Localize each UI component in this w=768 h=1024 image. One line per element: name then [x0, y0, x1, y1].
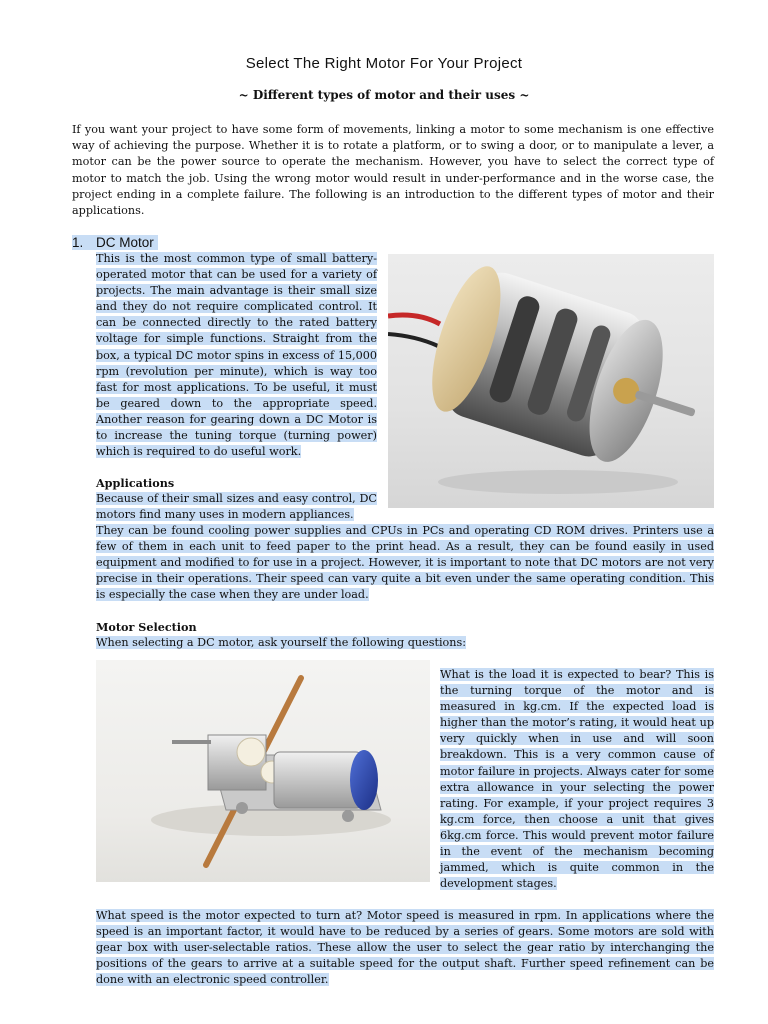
document-subtitle: ~ Different types of motor and their uses ~	[238, 88, 530, 102]
motor-selection-intro	[96, 635, 714, 651]
section-heading	[72, 235, 158, 250]
speed-question	[96, 908, 714, 988]
dc-motor-description-text: This is the most common type of small battery-operated motor that can be used for a variety of projects. The main advantage is their small size and they do not require complicated control. It can be connected directly to the rated battery voltage for simple functions. Straight from the box, a typical DC motor spins in excess of 15,000 rpm (revolution per minute), which is way too fast for most applications. To be useful, it must be geared down to the appropriate speed. Another reason for gearing down a DC Motor is to increase the tuning torque (turning power) which is required to do useful work.	[96, 252, 377, 459]
applications-body-text: They can be found cooling power supplies and CPUs in PCs and operating CD ROM drives. Printers use a few of them in each unit to feed paper to the print head. As a result, they can be found easily in used equipment and modified to for use in a project. However, it is important to note that DC motors are not very precise in their operations. Their speed can vary quite a bit even under the same operating condition. This is especially the case when they are under load.	[96, 524, 714, 602]
dc-motor-description	[96, 251, 377, 460]
dc-motor-illustration	[388, 254, 714, 508]
section-number: 1.	[72, 235, 96, 250]
dc-motor-photo	[388, 254, 714, 508]
speed-question-text: What speed is the motor expected to turn at? Motor speed is measured in rpm. In applications where the speed is an important factor, it would have to be reduced by a series of gears. Some motors are sold with gear box with user-selectable ratios. These allow the user to select the gear ratio by interchanging the positions of the gears to arrive at a suitable speed for the output shaft. Further speed refinement can be done with an electronic speed controller.	[96, 909, 714, 987]
section-title: DC Motor	[96, 235, 158, 250]
applications-heading: Applications	[96, 476, 175, 490]
applications-intro-text: Because of their small sizes and easy control, DC motors find many uses in modern appliances.	[96, 492, 377, 522]
motor-selection-intro-text: When selecting a DC motor, ask yourself the following questions:	[96, 636, 466, 649]
motor-selection-heading: Motor Selection	[96, 620, 197, 634]
applications-body	[96, 523, 714, 603]
load-question-text: What is the load it is expected to bear? This is the turning torque of the motor and is measured in kg.cm. If the expected load is higher than the motor’s rating, it would heat up very quickly when in use and will soon breakdown. This is a very common cause of motor failure in projects. Always cater for some extra allowance in your selecting the power rating. For example, if your project requires 3 kg.cm force, then choose a unit that gives 6kg.cm force. This would prevent motor failure in the event of the mechanism becoming jammed, which is quite common in the development stages.	[440, 668, 714, 891]
intro-paragraph: If you want your project to have some form of movements, linking a motor to some mechanism is one effective way of achieving the purpose. Whether it is to rotate a platform, or to swing a door, or to manipulate a lever, a motor can be the power source to operate the mechanism. However, you have to select the correct type of motor to match the job. Using the wrong motor would result in under-performance and in the worse case, the project ending in a complete failure. The following is an introduction to the different types of motor and their applications.	[72, 123, 714, 218]
gear-motor-illustration	[96, 660, 430, 882]
document-title: Select The Right Motor For Your Project	[245, 55, 523, 72]
applications-intro	[96, 491, 377, 523]
gear-motor-photo	[96, 660, 430, 882]
load-question	[440, 667, 714, 892]
